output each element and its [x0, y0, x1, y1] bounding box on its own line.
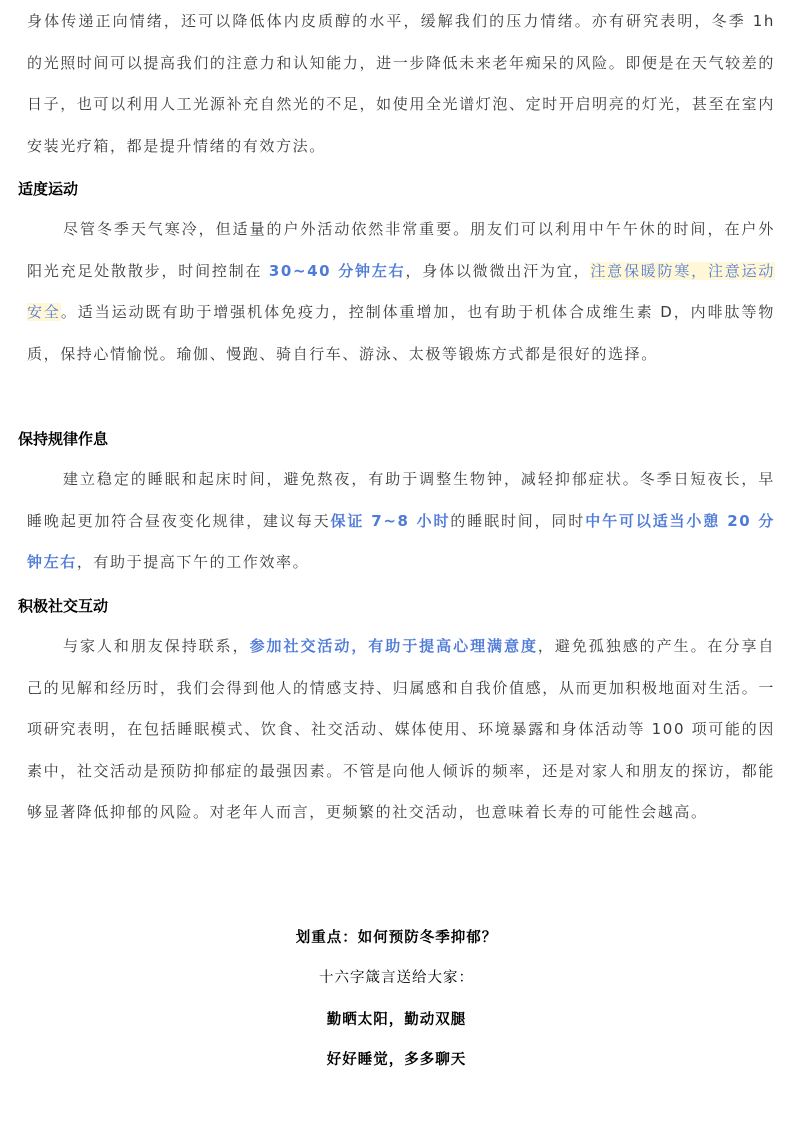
highlight-nap: 中午可以适当小憩 20 分钟左右	[27, 511, 775, 571]
summary-subtitle: 十六字箴言送给大家：	[319, 970, 474, 986]
social-paragraph: 与家人和朋友保持联系，参加社交活动，有助于提高心理满意度，避免孤独感的产生。在分享自己的见解和经历时，我们会得到他人的情感支持、归属感和自我价值感，从而更加积极地面对生活。一项研究表明，在包括睡眠模式、饮食、社交活动、媒体使用、环境暴露和身体活动等 100 项可能的因素中，社交活动是预防抑郁症的最强因素。不管是向他人倾诉的频率，还是对家人和朋友的探访，都能够显著降低抑郁的风险。对老年人而言，更频繁的社交活动，也意味着长寿的可能性会越高。	[27, 637, 776, 821]
section-heading-social: 积极社交互动	[18, 597, 109, 615]
summary-motto-line-1: 勤晒太阳，勤动双腿	[326, 1012, 467, 1028]
section-heading-sleep: 保持规律作息	[18, 430, 109, 448]
highlight-exercise-safety: 注意保暖防寒，注意运动安全	[27, 261, 775, 321]
summary-motto-line-2: 好好睡觉，多多聊天	[326, 1052, 467, 1068]
highlight-social-activity: 参加社交活动，有助于提高心理满意度	[249, 637, 538, 655]
highlight-sleep-hours: 保证 7~8 小时	[330, 511, 451, 530]
exercise-paragraph: 尽管冬季天气寒冷，但适量的户外活动依然非常重要。朋友们可以利用中午午休的时间，在户外阳光充足处散散步，时间控制在 30~40 分钟左右，身体以微微出汗为宜，注意保暖防寒，注意运动安全。适当运动既有助于增强机体免疫力，控制体重增加，也有助于机体合成维生素 D，内啡肽等物质，保持心情愉悦。瑜伽、慢跑、骑自行车、游泳、太极等锻炼方式都是很好的选择。	[27, 220, 776, 363]
highlight-exercise-duration: 30~40 分钟左右	[268, 261, 406, 280]
section-heading-exercise: 适度运动	[18, 180, 79, 198]
intro-paragraph: 身体传递正向情绪，还可以降低体内皮质醇的水平，缓解我们的压力情绪。亦有研究表明，冬季 1h 的光照时间可以提高我们的注意力和认知能力，进一步降低未来老年痴呆的风险。即便是在天气较差的日子，也可以利用人工光源补充自然光的不足，如使用全光谱灯泡、定时开启明亮的灯光，甚至在室内安装光疗箱，都是提升情绪的有效方法。	[27, 12, 775, 155]
summary-title: 划重点：如何预防冬季抑郁？	[295, 930, 498, 946]
sleep-paragraph: 建立稳定的睡眠和起床时间，避免熬夜，有助于调整生物钟，减轻抑郁症状。冬季日短夜长，早睡晚起更加符合昼夜变化规律，建议每天保证 7~8 小时的睡眠时间，同时中午可以适当小憩 20 分钟左右，有助于提高下午的工作效率。	[27, 470, 775, 571]
